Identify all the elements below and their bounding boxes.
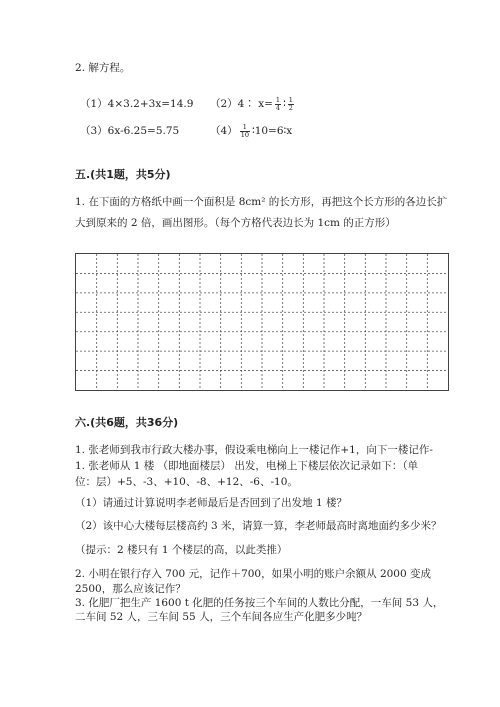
fraction-numerator: 1 xyxy=(275,95,281,104)
problem-2-line-2: 2500，那么应该记作？ xyxy=(75,583,186,595)
equation-2-separator: ∶ xyxy=(283,98,286,110)
problem-2-line-1: 2. 小明在银行存入 700 元，记作＋700，如果小明的账户余额从 2000 变成 xyxy=(75,568,432,580)
equation-4 xyxy=(210,123,292,139)
fraction-denominator: 4 xyxy=(275,103,281,112)
q2-title: 2. 解方程。 xyxy=(75,62,131,74)
square-grid-paper xyxy=(75,253,449,391)
section-5-question-line-1: 1. 在下面的方格纸中画一个面积是 8cm² 的长方形，再把这个长方形的各边长扩 xyxy=(75,196,448,208)
equation-1: （1）4×3.2+3x=14.9 xyxy=(80,98,194,110)
problem-1-sub-1: （1）请通过计算说明李老师最后是否回到了出发地 1 楼？ xyxy=(75,497,348,509)
equation-3: （3）6x-6.25=5.75 xyxy=(80,125,180,137)
problem-1-hint: （提示：2 楼只有 1 个楼层的高，以此类推） xyxy=(75,544,288,556)
problem-1-line-1: 1. 张老师到我市行政大楼办事，假设乘电梯向上一楼记作+1，向下一楼记作- xyxy=(75,444,433,456)
fraction-numerator: 1 xyxy=(288,95,293,104)
problem-1-line-3: 位：层）+5、-3、+10、-8、+12、-6、-10。 xyxy=(75,476,298,488)
problem-3-line-2: 二车间 52 人，三车间 55 人，三个车间各应生产化肥多少吨？ xyxy=(75,611,368,623)
equation-2-fraction-1 xyxy=(275,97,281,112)
fraction-denominator: 2 xyxy=(288,103,293,112)
equation-2-fraction-2 xyxy=(288,97,294,112)
equation-4-fraction xyxy=(240,124,250,139)
fraction-denominator: 10 xyxy=(240,130,249,139)
section-5-heading: 五.(共1题，共5分) xyxy=(75,168,171,181)
grid-lines xyxy=(76,254,448,390)
section-6-heading: 六.(共6题，共36分) xyxy=(75,416,179,429)
equation-4-prefix: （4） xyxy=(210,125,238,137)
problem-1-sub-2: （2）该中心大楼每层楼高约 3 米，请算一算，李老师最高时离地面约多少米？ xyxy=(75,520,442,532)
equation-4-suffix: ∶10=6∶x xyxy=(251,125,293,137)
fraction-numerator: 1 xyxy=(240,124,250,132)
problem-1-line-2: 1. 张老师从 1 楼 （即地面楼层） 出发，电梯上下楼层依次记录如下：（单 xyxy=(75,460,419,472)
equation-2 xyxy=(210,96,296,112)
problem-3-line-1: 3. 化肥厂把生产 1600 t 化肥的任务按三个车间的人数比分配，一车间 53 人， xyxy=(75,597,444,609)
equation-2-prefix: （2）4∶ x= xyxy=(210,98,273,110)
section-5-question-line-2: 大到原来的 2 倍，画出图形。（每个方格代表边长为 1cm 的正方形） xyxy=(75,217,396,229)
